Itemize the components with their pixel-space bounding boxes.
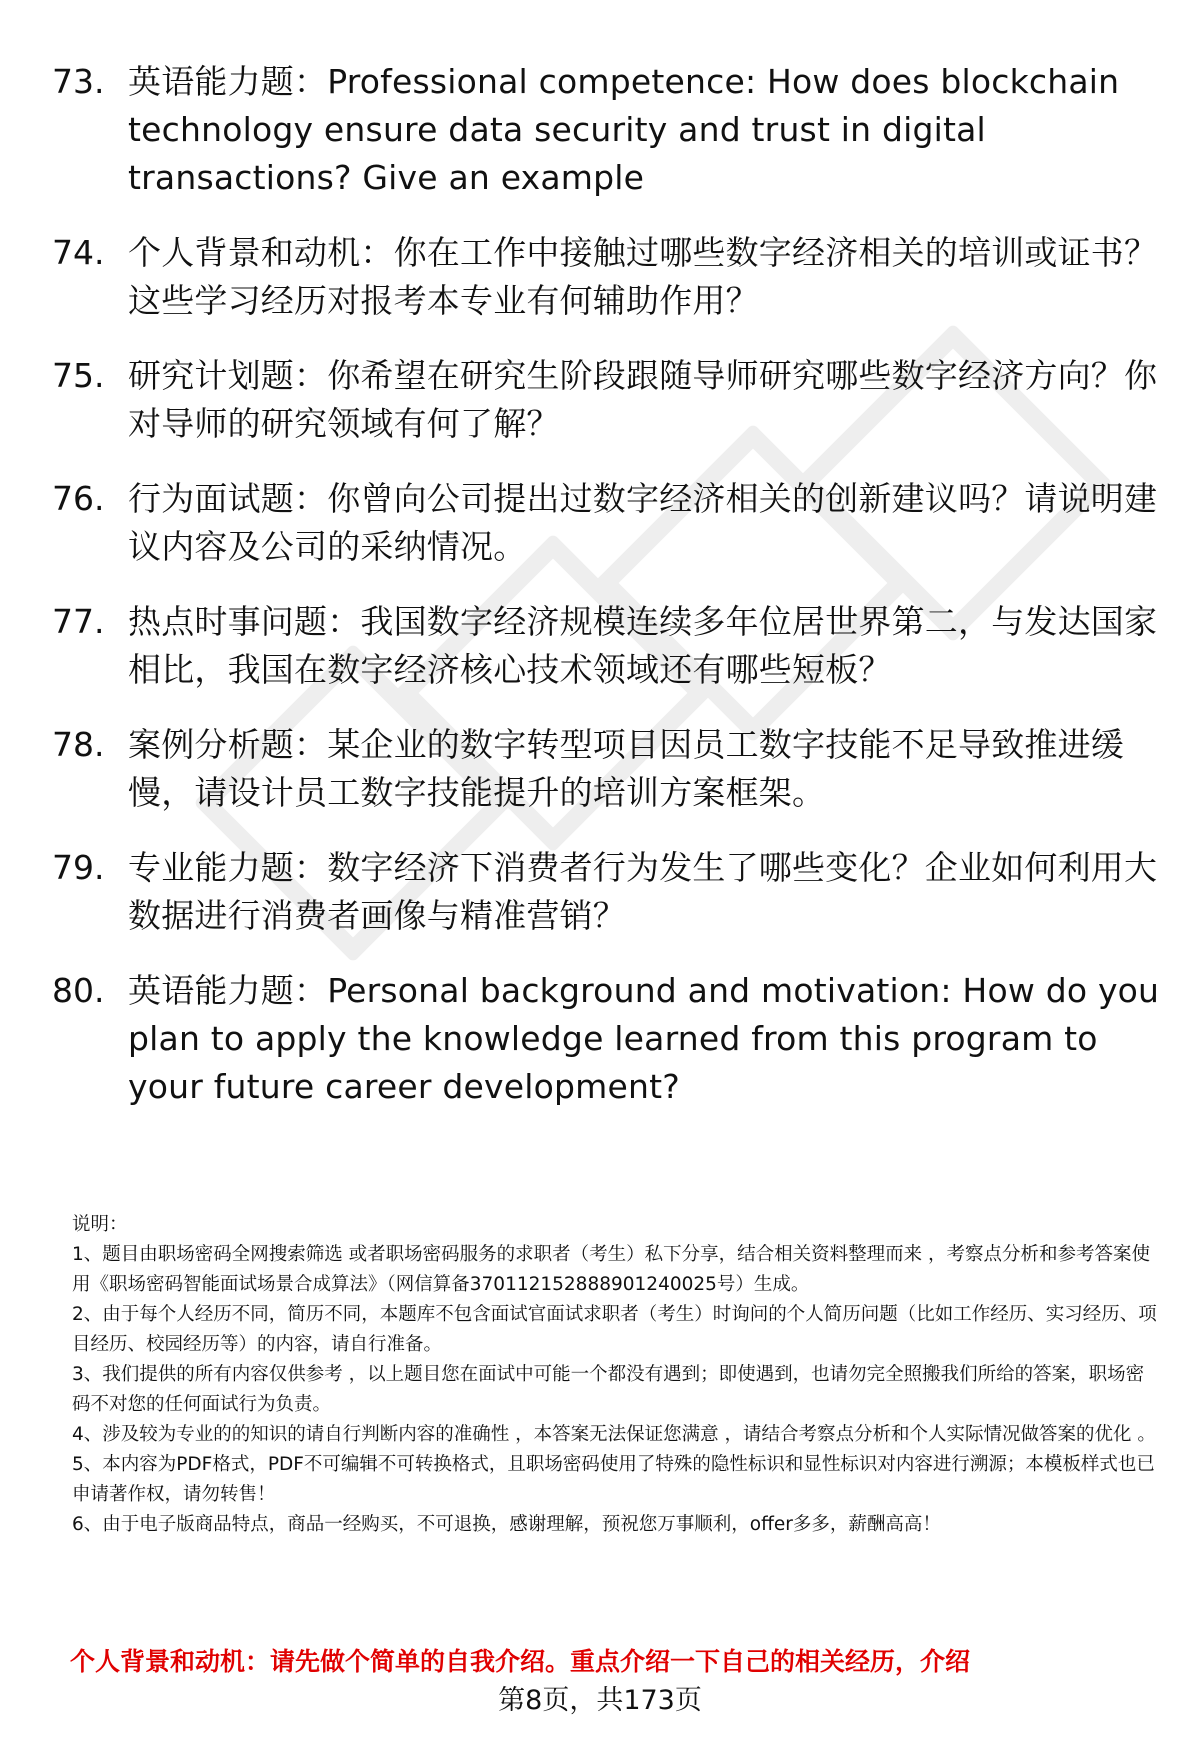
page-number: 第8页，共173页 [498,1685,702,1716]
question-item [52,967,1162,1111]
question-text: 专业能力题：数字经济下消费者行为发生了哪些变化？企业如何利用大数据进行消费者画像与精准营销？ [128,848,1158,935]
question-text: 个人背景和动机：你在工作中接触过哪些数字经济相关的培训或证书？这些学习经历对报考本专业有何辅助作用？ [128,233,1158,320]
note-item: 6、由于电子版商品特点，商品一经购买，不可退换，感谢理解，预祝您万事顺利，offer多多，薪酬高高！ [72,1514,941,1535]
question-text: 热点时事问题：我国数字经济规模连续多年位居世界第二，与发达国家相比，我国在数字经济核心技术领域还有哪些短板？ [128,602,1158,689]
note-item: 2、由于每个人经历不同，简历不同，本题库不包含面试官面试求职者（考生）时询问的个人简历问题（比如工作经历、实习经历、项目经历、校园经历等）的内容，请自行准备。 [72,1304,1157,1355]
question-text: 行为面试题：你曾向公司提出过数字经济相关的创新建议吗？请说明建议内容及公司的采纳情况。 [128,479,1158,566]
question-text: 案例分析题：某企业的数字转型项目因员工数字技能不足导致推进缓慢，请设计员工数字技能提升的培训方案框架。 [128,725,1124,812]
question-number: 75. [52,356,105,395]
question-item [52,352,1162,448]
question-item [52,475,1162,571]
question-list [52,58,1162,1138]
note-item: 1、题目由职场密码全网搜索筛选 或者职场密码服务的求职者（考生）私下分享，结合相关资料整理而来 ，考察点分析和参考答案使用《职场密码智能面试场景合成算法》（网信算备370112152888901240025号）生成。 [72,1244,1151,1295]
notes-heading: 说明： [72,1214,128,1235]
question-number: 73. [52,62,105,101]
note-item: 4、涉及较为专业的的知识的请自行判断内容的准确性 ，本答案无法保证您满意 ，请结合考察点分析和个人实际情况做答案的优化 。 [72,1424,1156,1445]
question-item [52,721,1162,817]
question-text: 英语能力题：Personal background and motivation: How do you plan to apply the knowledge learned from this program to your future career development? [128,971,1160,1106]
question-text: 英语能力题：Professional competence: How does blockchain technology ensure data security and trust in digital transactions? Give an example [128,62,1120,197]
question-number: 79. [52,848,105,887]
next-question-preview: 个人背景和动机：请先做个简单的自我介绍。重点介绍一下自己的相关经历，介绍 [70,1647,971,1676]
question-number: 77. [52,602,105,641]
question-number: 74. [52,233,105,272]
note-item: 5、本内容为PDF格式，PDF不可编辑不可转换格式，且职场密码使用了特殊的隐性标识和显性标识对内容进行溯源；本模板样式也已申请著作权，请勿转售！ [72,1454,1155,1505]
question-item [52,229,1162,325]
question-item [52,598,1162,694]
question-item [52,58,1162,202]
question-number: 78. [52,725,105,764]
question-text: 研究计划题：你希望在研究生阶段跟随导师研究哪些数字经济方向？你对导师的研究领域有何了解？ [128,356,1158,443]
note-item: 3、我们提供的所有内容仅供参考 ，以上题目您在面试中可能一个都没有遇到；即使遇到，也请勿完全照搬我们所给的答案，职场密码不对您的任何面试行为负责。 [72,1364,1145,1415]
notes-section [72,1210,1162,1540]
question-number: 76. [52,479,105,518]
question-number: 80. [52,971,105,1010]
question-item [52,844,1162,940]
